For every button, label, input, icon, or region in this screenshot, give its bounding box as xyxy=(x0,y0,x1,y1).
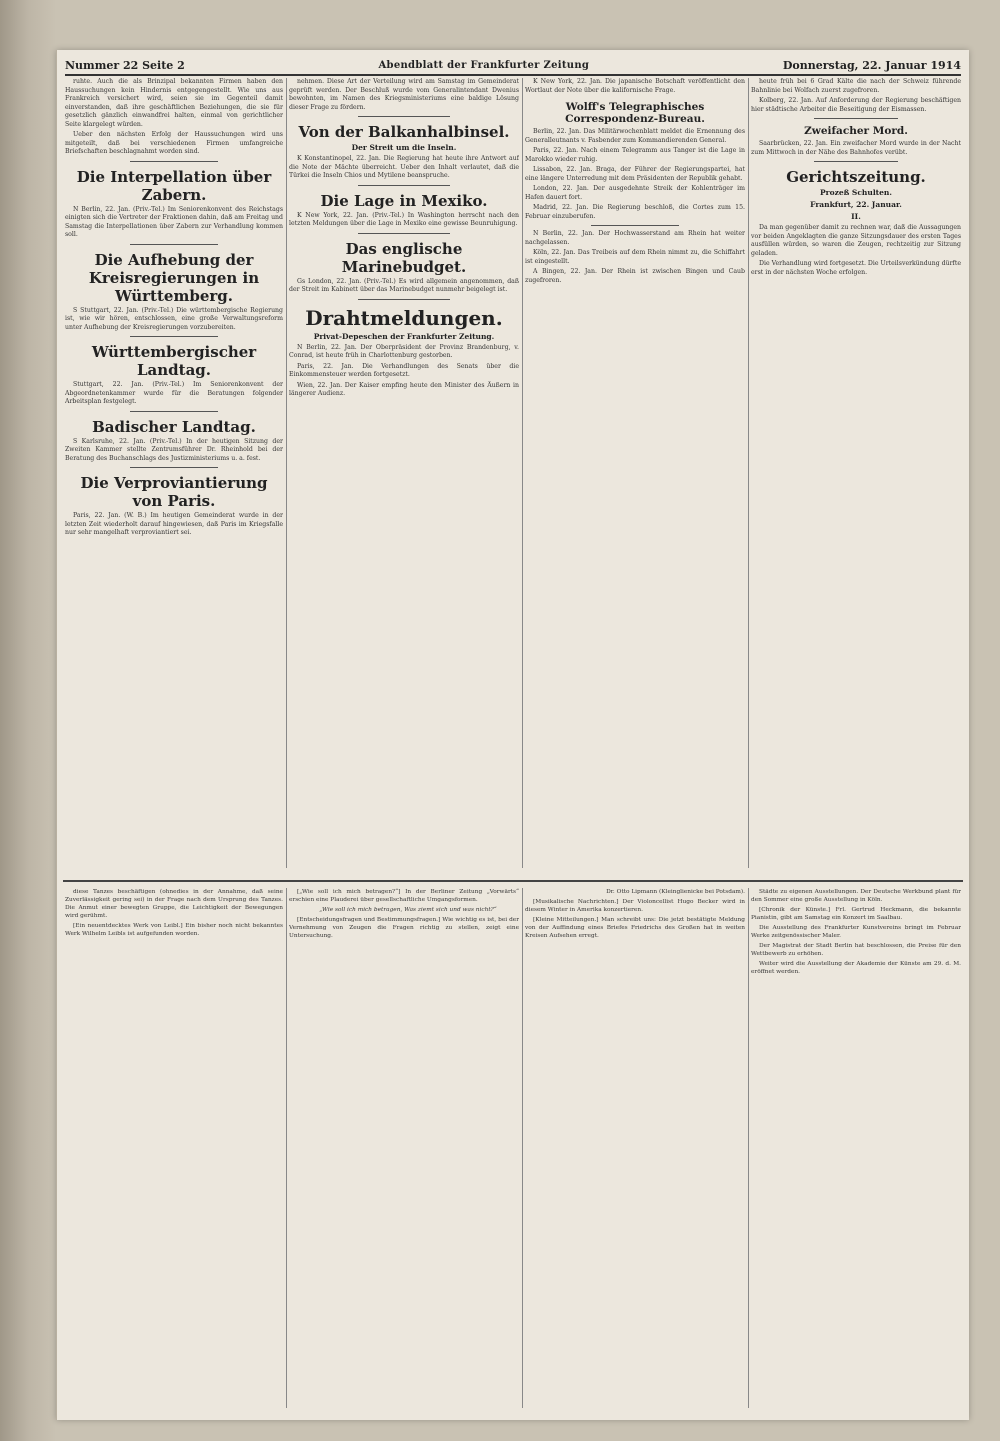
verse: „Wie soll ich mich betragen, Was ziemt sich und was nicht?“ xyxy=(319,907,497,913)
article-paragraph: Die Ausstellung des Frankfurter Kunstvereins bringt im Februar Werke zeitgenössischer Maler. xyxy=(751,925,961,939)
divider xyxy=(130,411,217,412)
page-header xyxy=(65,56,961,76)
feuilleton-column-1 xyxy=(65,888,283,1408)
article-paragraph: S Stuttgart, 22. Jan. (Priv.-Tel.) Die württembergische Regierung ist, wie wir hören, entschlossen, eine große Verwaltungsreform unter Aufhebung der Kreisregierungen vorzubereiten. xyxy=(65,306,283,331)
feuilleton-column-2 xyxy=(289,888,519,1408)
section-heading: Drahtmeldungen. xyxy=(305,305,503,330)
divider xyxy=(814,161,898,162)
column-rule xyxy=(748,888,749,1408)
feuilleton-column-3 xyxy=(525,888,745,1408)
article-heading: Die Lage in Mexiko. xyxy=(320,191,488,210)
article-subheading: Privat-Depeschen der Frankfurter Zeitung. xyxy=(313,331,495,341)
article-paragraph: Köln, 22. Jan. Das Treibeis auf dem Rhein nimmt zu, die Schiffahrt ist eingestellt. xyxy=(525,249,745,265)
article-paragraph: S Karlsruhe, 22. Jan. (Priv.-Tel.) In der heutigen Sitzung der Zweiten Kammer stellte Zentrumsführer Dr. Rheinhold bei der Beratung des Buchanschlags des Justizministeriums u. a. fest. xyxy=(65,437,283,462)
article-paragraph: diese Tanzes beschäftigen (ohnedies in der Annahme, daß seine Zuverlässigkeit gering sei) in der Frage nach dem Ursprung des Tanzes. Die Anmut einer bewegten Gruppe, die Leichtigkeit der Bewegungen wird gerühmt. xyxy=(65,889,283,919)
article-paragraph: K Konstantinopel, 22. Jan. Die Regierung hat heute ihre Antwort auf die Note der Mächte überreicht. Ueber den Inhalt verlautet, daß die Türkei die Inseln Chios und Mytilene beanspruche. xyxy=(289,155,519,179)
divider xyxy=(130,336,217,337)
article-paragraph: Städte zu eigenen Ausstellungen. Der Deutsche Werkbund plant für den Sommer eine große Ausstellung in Köln. xyxy=(751,889,961,903)
article-paragraph: K New York, 22. Jan. (Priv.-Tel.) In Washington herrscht nach den letzten Meldungen über die Lage in Mexiko eine gewisse Beunruhigung. xyxy=(289,211,519,227)
column-rule xyxy=(286,888,287,1408)
divider xyxy=(814,118,898,119)
article-paragraph: London, 22. Jan. Der ausgedehnte Streik der Kohlenträger im Hafen dauert fort. xyxy=(525,185,745,201)
article-paragraph: [Entscheidungsfragen und Bestimmungsfragen.] Wie wichtig es ist, bei der Vernehmung von Zeugen die Fragen richtig zu stellen, zeigt eine Untersuchung. xyxy=(289,917,519,939)
feuilleton-rule xyxy=(63,880,963,882)
article-paragraph: Paris, 22. Jan. Nach einem Telegramm aus Tanger ist die Lage in Marokko wieder ruhig. xyxy=(525,147,745,163)
article-paragraph: N Berlin, 22. Jan. Der Oberpräsident der Provinz Brandenburg, v. Conrad, ist heute früh in Charlottenburg gestorben. xyxy=(289,343,519,359)
article-paragraph: Paris, 22. Jan. Die Verhandlungen des Senats über die Einkommensteuer werden fortgesetzt. xyxy=(289,362,519,378)
article-paragraph: [„Wie soll ich mich betragen?“] In der Berliner Zeitung „Vorwärts“ erschien eine Plauderei über gesellschaftliche Umgangsformen. xyxy=(289,889,519,903)
article-heading: Wolff's Telegraphisches Correspondenz-Bureau. xyxy=(565,101,705,125)
article-paragraph: [Chronik der Künste.] Frl. Gertrud Heckmann, die bekannte Pianistin, gibt am Samstag ein Konzert im Saalbau. xyxy=(751,907,961,921)
article-paragraph: Saarbrücken, 22. Jan. Ein zweifacher Mord wurde in der Nacht zum Mittwoch in der Nähe des Bahnhofes verübt. xyxy=(751,140,961,156)
divider xyxy=(358,185,450,186)
article-paragraph: Da man gegenüber damit zu rechnen war, daß die Aussagungen vor beiden Angeklagten die ganze Sitzungsdauer des ersten Tages ausfüllen würden, so waren die Zeugen, rechtzeitig zur Sitzung geladen. xyxy=(751,224,961,257)
article-paragraph: Lissabon, 22. Jan. Braga, der Führer der Regierungspartei, hat eine längere Unterredung mit dem Präsidenten der Republik gehabt. xyxy=(525,166,745,182)
article-heading: Zweifacher Mord. xyxy=(804,125,908,137)
column-1 xyxy=(65,78,283,868)
article-paragraph: K New York, 22. Jan. Die japanische Botschaft veröffentlicht den Wortlaut der Note über die kalifornische Frage. xyxy=(525,78,745,94)
page-number: Nummer 22 Seite 2 xyxy=(65,58,185,72)
article-part: II. xyxy=(851,212,861,221)
divider xyxy=(358,233,450,234)
article-paragraph: nehmen. Diese Art der Verteilung wird am Samstag im Gemeinderat geprüft werden. Der Beschluß wurde vom Generalintendant Dwenius bewohnten, im Namen des Kriegsministeriums eine baldige Lösung dieser Frage zu fördern. xyxy=(289,78,519,111)
newspaper-page xyxy=(56,50,969,1420)
article-heading: Die Interpellation über Zabern. xyxy=(76,167,272,204)
issue-date: Donnerstag, 22. Januar 1914 xyxy=(782,58,961,72)
article-paragraph: Gs London, 22. Jan. (Priv.-Tel.) Es wird allgemein angenommen, daß der Streit im Kabinett über das Marinebudget nunmehr beigelegt ist. xyxy=(289,277,519,293)
article-paragraph: N Berlin, 22. Jan. (Priv.-Tel.) Im Seniorenkonvent des Reichstags einigten sich die Vertreter der Fraktionen dahin, daß am Freitag und Samstag die Interpellationen über Zabern zur Verhandlung kommen soll. xyxy=(65,205,283,238)
article-subheading: Prozeß Schulten. xyxy=(820,188,892,197)
article-paragraph: heute früh bei 6 Grad Kälte die nach der Schweiz führende Bahnlinie bei Wolfach zuerst zugefroren. xyxy=(751,78,961,94)
column-rule xyxy=(522,888,523,1408)
article-dateline: Frankfurt, 22. Januar. xyxy=(810,200,902,209)
article-paragraph: Weiter wird die Ausstellung der Akademie der Künste am 29. d. M. eröffnet werden. xyxy=(751,961,961,975)
article-paragraph: Die Verhandlung wird fortgesetzt. Die Urteilsverkündung dürfte erst in der nächsten Woche erfolgen. xyxy=(751,260,961,276)
article-paragraph: [Ein neuentdecktes Werk von Leibl.] Ein bisher noch nicht bekanntes Werk Wilhelm Leibls ist aufgefunden worden. xyxy=(65,923,283,937)
author-signature: Dr. Otto Lipmann (Kleinglienicke bei Potsdam). xyxy=(606,889,745,895)
column-4 xyxy=(751,78,961,868)
divider xyxy=(130,161,217,162)
article-paragraph: [Kleine Mitteilungen.] Man schreibt uns: Die jetzt bestätigte Meldung von der Auffindung eines Briefes Friedrichs des Großen hat in weiten Kreisen Aufsehen erregt. xyxy=(525,917,745,939)
article-heading: Die Aufhebung der Kreisregierungen in Württemberg. xyxy=(88,250,260,305)
divider xyxy=(358,116,450,117)
masthead: Abendblatt der Frankfurter Zeitung xyxy=(378,59,590,71)
feuilleton-column-4 xyxy=(751,888,961,1408)
column-rule xyxy=(286,78,287,868)
article-paragraph: Ueber den nächsten Erfolg der Haussuchungen wird uns mitgeteilt, daß bei verschiedenen Firmen umfangreiche Briefschaften beschlagnahmt worden sind. xyxy=(65,131,283,155)
divider xyxy=(130,467,217,468)
article-paragraph: N Berlin, 22. Jan. Der Hochwasserstand am Rhein hat weiter nachgelassen. xyxy=(525,230,745,246)
article-paragraph: ruhte. Auch die als Brinzipal bekannten Firmen haben den Haussuchungen kein Hindernis entgegengestellt. Wie uns aus Frankreich versichert wird, seien sie im Gegenteil damit einverstanden, daß ihre geschäftlichen Beziehungen, die sie für gesetzlich gänzlich einwandfrei halten, einmal von gerichtlicher Seite klargelegt würden. xyxy=(65,78,283,128)
page-binding xyxy=(0,0,56,1441)
column-3 xyxy=(525,78,745,868)
article-paragraph: Berlin, 22. Jan. Das Militärwochenblatt meldet die Ernennung des Generalleutnants v. Fasbender zum Kommandierenden General. xyxy=(525,128,745,144)
article-heading: Das englische Marinebudget. xyxy=(341,239,467,276)
article-heading: Württembergischer Landtag. xyxy=(91,343,257,379)
column-rule xyxy=(748,78,749,868)
column-2 xyxy=(289,78,519,868)
article-paragraph: Der Magistrat der Stadt Berlin hat beschlossen, die Preise für den Wettbewerb zu erhöhen. xyxy=(751,943,961,957)
article-paragraph: A Bingen, 22. Jan. Der Rhein ist zwischen Bingen und Caub zugefroren. xyxy=(525,268,745,284)
article-paragraph: Stuttgart, 22. Jan. (Priv.-Tel.) Im Seniorenkonvent der Abgeordnetenkammer wurde für die Beratungen folgender Arbeitsplan festgelegt. xyxy=(65,381,283,405)
divider xyxy=(591,225,679,226)
article-paragraph: Paris, 22. Jan. (W. B.) Im heutigen Gemeinderat wurde in der letzten Zeit wiederholt darauf hingewiesen, daß Paris im Kriegsfalle nur sehr mangelhaft verproviantiert sei. xyxy=(65,512,283,536)
section-heading: Gerichtszeitung. xyxy=(786,168,926,186)
article-heading: Badischer Landtag. xyxy=(92,417,256,436)
column-rule xyxy=(522,78,523,868)
divider xyxy=(130,244,217,245)
article-subheading: Der Streit um die Inseln. xyxy=(351,143,457,152)
divider xyxy=(358,299,450,300)
article-heading: Die Verproviantierung von Paris. xyxy=(80,474,268,510)
article-paragraph: Madrid, 22. Jan. Die Regierung beschloß, die Cortes zum 15. Februar einzuberufen. xyxy=(525,204,745,220)
article-paragraph: [Musikalische Nachrichten.] Der Violoncellist Hugo Becker wird in diesem Winter in Amerika konzertieren. xyxy=(525,899,745,913)
article-paragraph: Wien, 22. Jan. Der Kaiser empfing heute den Minister des Äußern in längerer Audienz. xyxy=(289,381,519,397)
article-heading: Von der Balkanhalbinsel. xyxy=(298,123,510,141)
article-paragraph: Kolberg, 22. Jan. Auf Anforderung der Regierung beschäftigen hier städtische Arbeiter die Beseitigung der Eismassen. xyxy=(751,97,961,113)
